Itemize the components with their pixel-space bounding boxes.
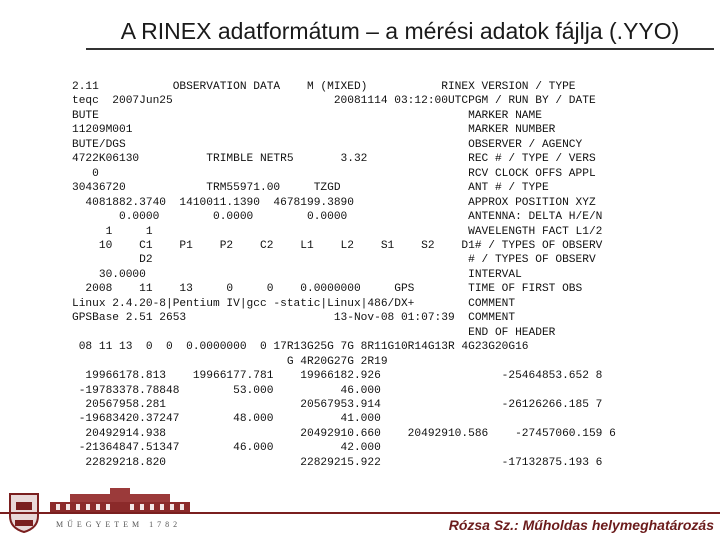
footer-author: Rózsa Sz.: Műholdas helymeghatározás [448, 517, 714, 533]
rinex-line: D2 # / TYPES OF OBSERV [72, 254, 596, 267]
rinex-line: 0 RCV CLOCK OFFS APPL [72, 167, 596, 180]
rinex-line: BUTE MARKER NAME [72, 109, 542, 122]
rinex-line: 2008 11 13 0 0 0.0000000 GPS TIME OF FIRST OBS [72, 283, 583, 296]
rinex-line: GPSBase 2.51 2653 13-Nov-08 01:07:39 COMMENT [72, 312, 516, 325]
rinex-line: 22829218.820 22829215.922 -17132875.193 6 [72, 456, 603, 469]
rinex-line: 0.0000 0.0000 0.0000 ANTENNA: DELTA H/E/N [72, 211, 603, 224]
rinex-line: 30.0000 INTERVAL [72, 268, 522, 281]
rinex-observation-file [72, 80, 616, 470]
university-wordmark: MŰEGYETEM 1782 [56, 520, 182, 529]
rinex-line: 19966178.813 19966177.781 19966182.926 -25464853.652 8 [72, 370, 603, 383]
rinex-line: 4722K06130 TRIMBLE NETR5 3.32 REC # / TYPE / VERS [72, 153, 596, 166]
rinex-line: Linux 2.4.20-8|Pentium IV|gcc -static|Linux|486/DX+ COMMENT [72, 297, 516, 310]
title-underline [86, 48, 714, 50]
rinex-line: 20492914.938 20492910.660 20492910.586 -27457060.159 6 [72, 427, 616, 440]
rinex-line: teqc 2007Jun25 20081114 03:12:00UTCPGM / RUN BY / DATE [72, 95, 596, 108]
rinex-line: -19783378.78848 53.000 46.000 [72, 384, 381, 397]
rinex-line: 08 11 13 0 0 0.0000000 0 17R13G25G 7G 8R11G10R14G13R 4G23G20G16 [72, 341, 529, 354]
rinex-line: 2.11 OBSERVATION DATA M (MIXED) RINEX VERSION / TYPE [72, 81, 576, 93]
rinex-line: 4081882.3740 1410011.1390 4678199.3890 APPROX POSITION XYZ [72, 196, 596, 209]
slide-title: A RINEX adatformátum – a mérési adatok fájlja (.YYO) [120, 18, 680, 44]
footer-divider [0, 512, 720, 514]
rinex-line: -19683420.37247 48.000 41.000 [72, 413, 381, 426]
rinex-line: 10 C1 P1 P2 C2 L1 L2 S1 S2 D1# / TYPES OF OBSERV [72, 239, 603, 252]
rinex-line: 11209M001 MARKER NUMBER [72, 124, 556, 137]
rinex-line: 20567958.281 20567953.914 -26126266.185 7 [72, 398, 603, 411]
university-building-icon [50, 488, 190, 512]
rinex-line: 1 1 WAVELENGTH FACT L1/2 [72, 225, 603, 238]
rinex-line: END OF HEADER [72, 326, 556, 339]
rinex-line: -21364847.51347 46.000 42.000 [72, 442, 381, 455]
rinex-line: 30436720 TRM55971.00 TZGD ANT # / TYPE [72, 182, 549, 195]
rinex-line: BUTE/DGS OBSERVER / AGENCY [72, 138, 583, 151]
rinex-line: G 4R20G27G 2R19 [72, 355, 388, 368]
